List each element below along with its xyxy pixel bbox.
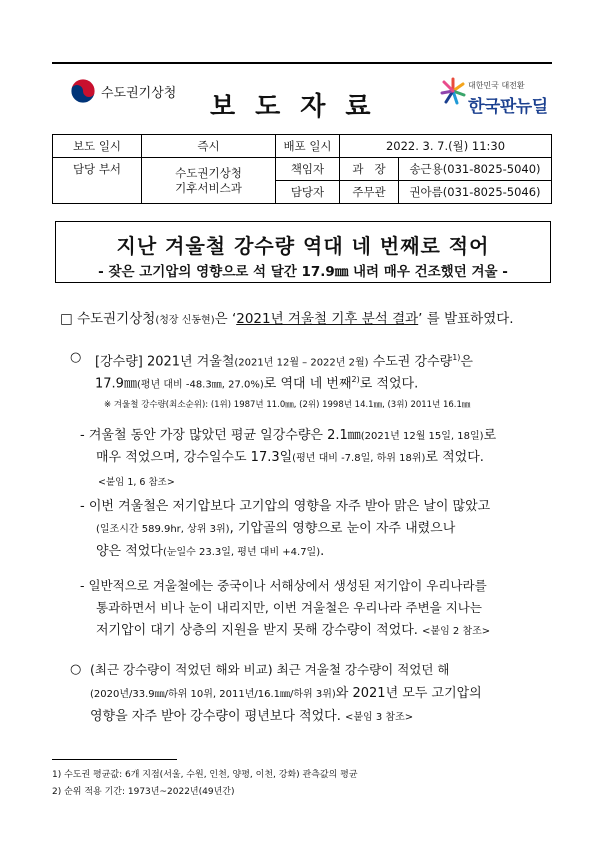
s1-l1c: 수도권 강수량 [368,354,453,370]
contact-info-table [52,134,552,204]
dash2-line3 [96,543,324,562]
intro-chief: (청장 신동현) [155,315,215,326]
dept-value [142,158,276,204]
section2-line2 [90,685,482,704]
staff-label: 담당자 [276,181,340,204]
footnote-divider [52,759,177,760]
s2-ref: <붙임 3 참조> [344,712,414,723]
dept-value-line2: 기후서비스과 [175,180,242,195]
manager-label: 책임자 [276,158,340,181]
s1-l2d: 로 적었다. [359,376,419,392]
d2-l2b: , 기압골의 영향으로 눈이 자주 내렸으나 [229,521,456,536]
dash1-ref: <붙임 1, 6 참조> [98,477,175,488]
section2-bullet: ○ [70,662,82,677]
section1-line2 [95,371,418,394]
manager-contact: 송근용(031-8025-5040) [399,158,552,181]
d3-l3a: 저기압이 대기 상층의 지원을 받지 못해 강수량이 적었다. [96,623,418,638]
dash1-line1 [80,427,496,446]
d1-l1b: (2021년 12월 15일, 18일) [360,431,484,442]
subheadline: - 잦은 고기압의 영향으로 석 달간 17.9㎜ 내려 매우 건조했던 겨울 - [98,264,508,280]
s1-l1d: 은 [460,354,473,370]
dash1-line2 [96,449,484,468]
section2-line3 [90,708,413,727]
staff-contact: 권아름(031-8025-5046) [399,181,552,204]
intro-report-name: 2021년 겨울철 기후 분석 결과 [236,311,419,327]
manager-title: 과 장 [340,158,399,181]
section1-note: ※ 겨울철 강수량(최소순위): (1위) 1987년 11.0㎜, (2위) 1998년 14.1㎜, (3위) 2011년 16.1㎜ [104,400,471,410]
dept-value-line1: 수도권기상청 [175,165,242,180]
footnote-1: 1) 수도권 평균값: 6개 지점(서울, 수원, 인천, 양평, 이천, 강화) 관측값의 평균 [52,770,358,780]
org-name: 수도권기상청 [101,86,177,101]
staff-title: 주무관 [340,181,399,204]
taeguk-emblem-icon [70,78,96,104]
d1-l2c: 로 적었다. [425,450,484,465]
intro-bullet: □ [60,311,73,327]
d3-ref: <붙임 2 참조> [422,626,491,637]
s1-l2a: 17.9㎜ [95,376,137,392]
dept-label: 담당 부서 [53,158,142,204]
intro-org: 수도권기상청 [77,311,156,327]
d1-l1a: - 겨울철 동안 가장 많았던 평균 일강수량은 2.1㎜ [80,428,361,443]
header-top-rule [52,62,552,64]
headline: 지난 겨울철 강수량 역대 네 번째로 적어 [116,234,490,258]
headline-box [55,221,551,283]
brand-name: 한국판뉴딜 [468,97,548,117]
d2-l3c: . [320,544,325,559]
section2-line1: (최근 강수량이 적었던 해와 비교) 최근 겨울철 강수량이 적었던 해 [90,662,450,677]
d1-l1c: 로 [483,428,497,443]
report-date-label: 보도 일시 [53,135,142,158]
d2-l3a: 양은 적었다 [96,544,163,559]
s1-l1b: (2021년 12월 – 2022년 2월) [234,357,369,369]
distribution-date-label: 배포 일시 [276,135,340,158]
section1-line1 [95,349,473,372]
intro-paragraph [60,310,514,330]
s2-l2a: (2020년/33.9㎜/하위 10위, 2011년/16.1㎜/하위 3위) [90,689,336,700]
new-deal-logo-icon [440,76,466,106]
dash3-line2: 통과하면서 비나 눈이 내리지만, 이번 겨울철은 우리나라 주변을 지나는 [96,600,482,615]
s1-l1a: [강수량] 2021년 겨울철 [95,354,235,370]
section1-bullet: ○ [70,350,82,365]
distribution-date-value: 2022. 3. 7.(월) 11:30 [340,135,552,158]
s2-l2b: 와 2021년 모두 고기압의 [335,686,482,701]
s1-footnote-ref2: 2) [351,375,360,384]
dash3-line1: - 일반적으로 겨울철에는 중국이나 서해상에서 생성된 저기압이 우리나라를 [80,578,487,593]
d2-l3b: (눈일수 23.3일, 평년 대비 +4.7일) [162,547,321,558]
d1-l2b: (평년 대비 -7.8일, 하위 18위) [292,453,426,464]
footnote-2: 2) 순위 적용 기간: 1973년~2022년(49년간) [52,787,235,797]
s1-l2c: 로 역대 네 번째 [263,376,352,392]
brand-tagline: 대한민국 대전환 [468,81,525,90]
s1-l2b: (평년 대비 -48.3㎜, 27.0%) [136,379,264,391]
d2-l2a: (일조시간 589.9hr, 상위 3위) [96,524,230,535]
dash3-line3 [96,622,490,641]
intro-text-c: 은 ‘ [214,311,237,327]
dash2-line1: - 이번 겨울철은 저기압보다 고기압의 영향을 자주 받아 맑은 날이 많았고 [80,499,491,514]
report-date-value: 즉시 [142,135,276,158]
intro-text-e: ’ 를 발표하였다. [418,311,514,327]
press-release-title: 보도자료 [210,92,391,122]
s1-footnote-ref1: 1) [452,353,461,362]
s2-l3a: 영향을 자주 받아 강수량이 평년보다 적었다. [90,709,341,724]
d1-l2a: 매우 적었으며, 강수일수도 17.3일 [96,450,293,465]
dash2-line2 [96,520,455,539]
